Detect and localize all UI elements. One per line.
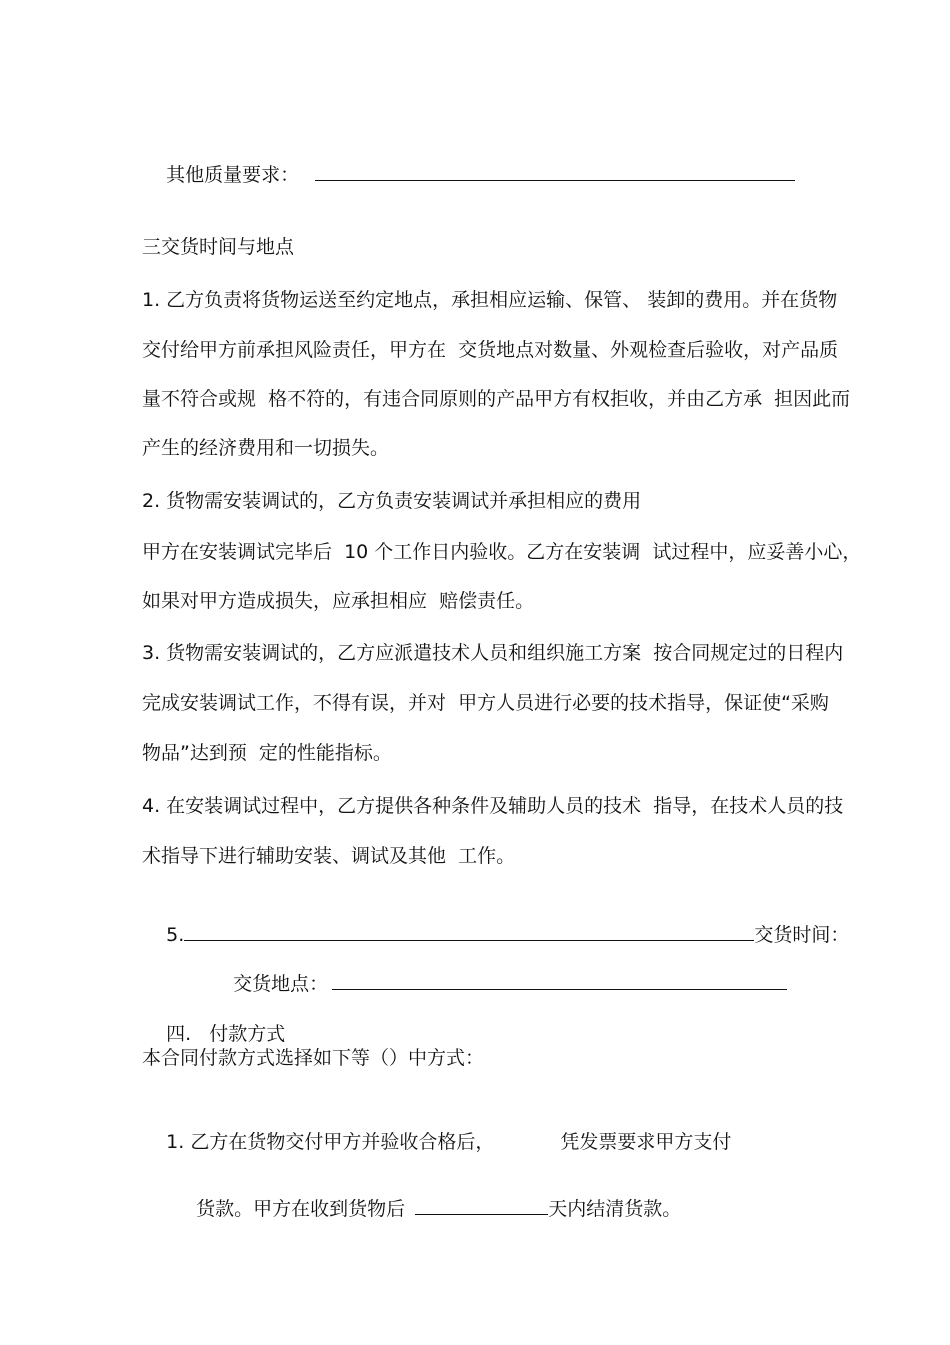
p5-blank-field[interactable]	[184, 922, 754, 941]
payment-intro: 本合同付款方式选择如下等（）中方式：	[142, 1047, 485, 1069]
p4-line-2: 术指导下进行辅助安装、调试及其他 工作。	[142, 845, 516, 867]
section4-heading: 付款方式	[209, 1023, 286, 1045]
quality-blank-field[interactable]	[315, 162, 795, 181]
p1-line-2: 交付给甲方前承担风险责任，甲方在 交货地点对数量、外观检查后验收，对产品质	[142, 339, 839, 361]
p4-line-1: 4. 在安装调试过程中，乙方提供各种条件及辅助人员的技术 指导，在技术人员的技	[142, 795, 844, 817]
p3-line-3: 物品”达到预 定的性能指标。	[142, 742, 392, 764]
p3-line-2: 完成安装调试工作，不得有误，并对 甲方人员进行必要的技术指导，保证使“采购	[142, 692, 829, 714]
p1-line-4: 产生的经济费用和一切损失。	[142, 437, 390, 459]
delivery-place-label: 交货地点：	[233, 973, 329, 995]
quality-label: 其他质量要求：	[166, 164, 300, 186]
p3-line-1: 3. 货物需安装调试的，乙方应派遣技术人员和组织施工方案 按合同规定过的日程内	[142, 642, 844, 664]
pay1-text-b: 凭发票要求甲方支付	[560, 1131, 732, 1153]
pay1-line-2	[172, 1170, 681, 1248]
p1-line-1: 1. 乙方负责将货物运送至约定地点，承担相应运输、保管、 装卸的费用。并在货物	[142, 289, 838, 311]
pay1-days-blank-field[interactable]	[415, 1196, 548, 1215]
delivery-place-blank-field[interactable]	[332, 971, 787, 990]
delivery-place-line	[209, 945, 787, 1023]
p5-number: 5.	[166, 924, 185, 946]
delivery-time-label: 交货时间：	[754, 924, 850, 946]
pay1-text-d: 天内结清货款。	[548, 1198, 682, 1220]
p2-line-1: 2. 货物需安装调试的，乙方负责安装调试并承担相应的费用	[142, 490, 642, 512]
p2-line-3: 如果对甲方造成损失，应承担相应 赔偿责任。	[142, 590, 535, 612]
p2-line-2: 甲方在安装调试完毕后 10 个工作日内验收。乙方在安装调 试过程中，应妥善小心，	[142, 541, 862, 563]
quality-requirement-line	[142, 136, 795, 214]
p1-line-3: 量不符合或规 格不符的，有违合同原则的产品甲方有权拒收，并由乙方承 担因此而	[142, 388, 851, 410]
section3-heading: 三交货时间与地点	[142, 236, 295, 258]
section4-number: 四.	[166, 1023, 192, 1045]
pay1-text-a: 1. 乙方在货物交付甲方并验收合格后，	[166, 1131, 495, 1153]
pay1-text-c: 货款。甲方在收到货物后	[196, 1198, 406, 1220]
